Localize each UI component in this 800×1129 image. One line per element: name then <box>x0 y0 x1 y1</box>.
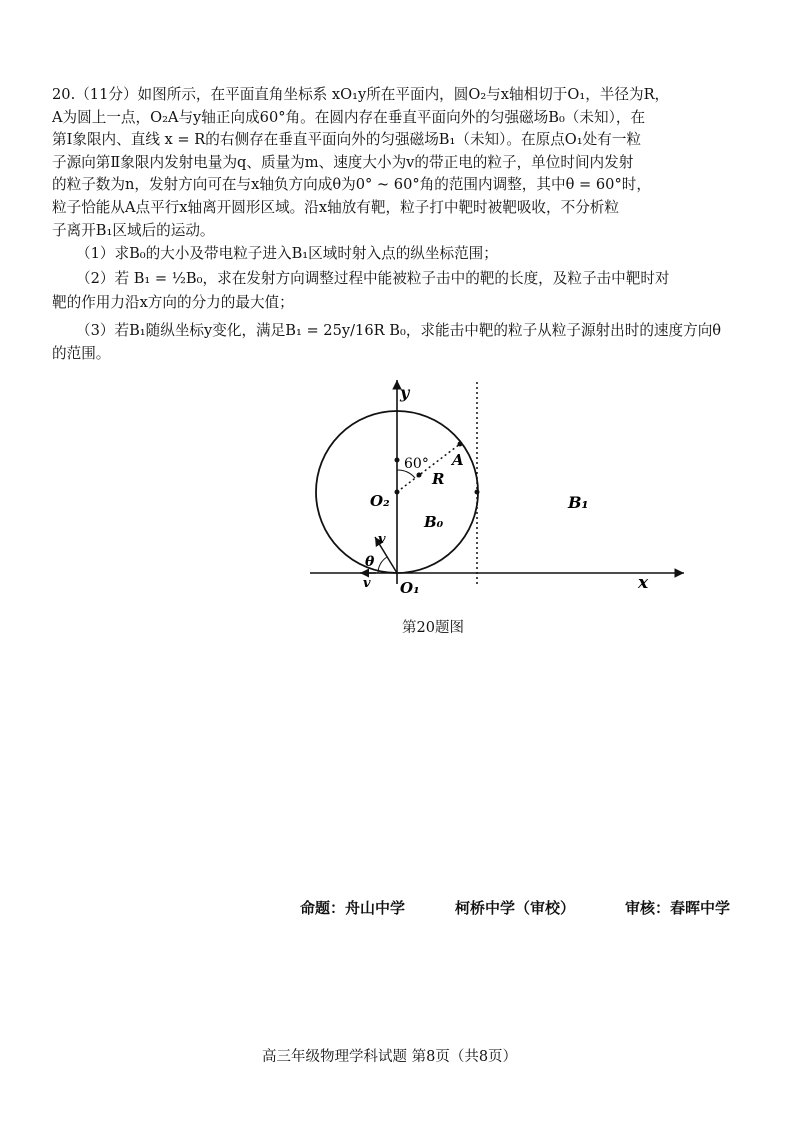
point-o2 <box>395 490 400 495</box>
question-line: A为圆上一点，O₂A与y轴正向成60°角。在圆内存在垂直平面向外的匀强磁场B₀（未知），在 <box>52 108 646 126</box>
credit-reviewer: 审核：春晖中学 <box>624 899 730 917</box>
question-line: 第Ⅰ象限内、直线 x = R的右侧存在垂直平面向外的匀强磁场B₁（未知）。在原点O₁处有一粒 <box>52 131 642 149</box>
point-tangent <box>475 490 480 495</box>
label-b1: B₁ <box>568 493 589 512</box>
credits <box>300 897 730 918</box>
part-2-cont: 靶的作用力沿x方向的分力的最大值； <box>52 294 294 311</box>
label-v-theta: v <box>378 532 386 547</box>
part-3-cont: 的范围。 <box>52 345 111 362</box>
point-r <box>417 473 422 478</box>
credit-author: 命题：舟山中学 <box>300 899 406 917</box>
label-r: R <box>432 470 445 488</box>
label-o1: O₁ <box>400 579 420 597</box>
credit-school: 柯桥中学（审校） <box>454 899 575 917</box>
label-y: y <box>400 383 410 402</box>
point-a <box>458 442 463 447</box>
label-a: A <box>452 451 464 469</box>
figure-caption: 第20题图 <box>402 620 464 636</box>
physics-figure <box>300 372 700 602</box>
question-line: 的粒子数为n，发射方向可在与x轴负方向成θ为0° ~ 60°角的范围内调整，其中θ = 60°时， <box>52 176 651 194</box>
question-line: 粒子恰能从A点平行x轴离开圆形区域。沿x轴放有靶，粒子打中靶时被靶吸收，不分析粒 <box>52 198 619 216</box>
label-o2: O₂ <box>370 492 390 510</box>
point-y <box>395 458 400 463</box>
question-line: 子离开B₁区域后的运动。 <box>52 221 215 239</box>
part-1: （1）求B₀的大小及带电粒子进入B₁区域时射入点的纵坐标范围； <box>76 245 498 262</box>
label-x: x <box>638 573 649 593</box>
label-theta: θ <box>365 554 375 570</box>
page-footer: 高三年级物理学科试题 第8页（共8页） <box>262 1049 518 1065</box>
part-2: （2）若 B₁ = ½B₀，求在发射方向调整过程中能被粒子击中的靶的长度，及粒子击中靶时对 <box>76 270 670 287</box>
label-b0: B₀ <box>424 513 444 531</box>
part-3: （3）若B₁随纵坐标y变化，满足B₁ = 25y/16R B₀，求能击中靶的粒子从粒子源射出时的速度方向θ <box>76 322 722 339</box>
label-angle: 60° <box>404 456 429 472</box>
question-text <box>52 84 727 242</box>
question-line: 20.（11分）如图所示，在平面直角坐标系 xO₁y所在平面内，圆O₂与x轴相切于O₁，半径为R， <box>52 86 670 103</box>
label-v-x: v <box>363 576 371 591</box>
question-line: 子源向第Ⅱ象限内发射电量为q、质量为m、速度大小为v的带正电的粒子，单位时间内发射 <box>52 153 634 171</box>
